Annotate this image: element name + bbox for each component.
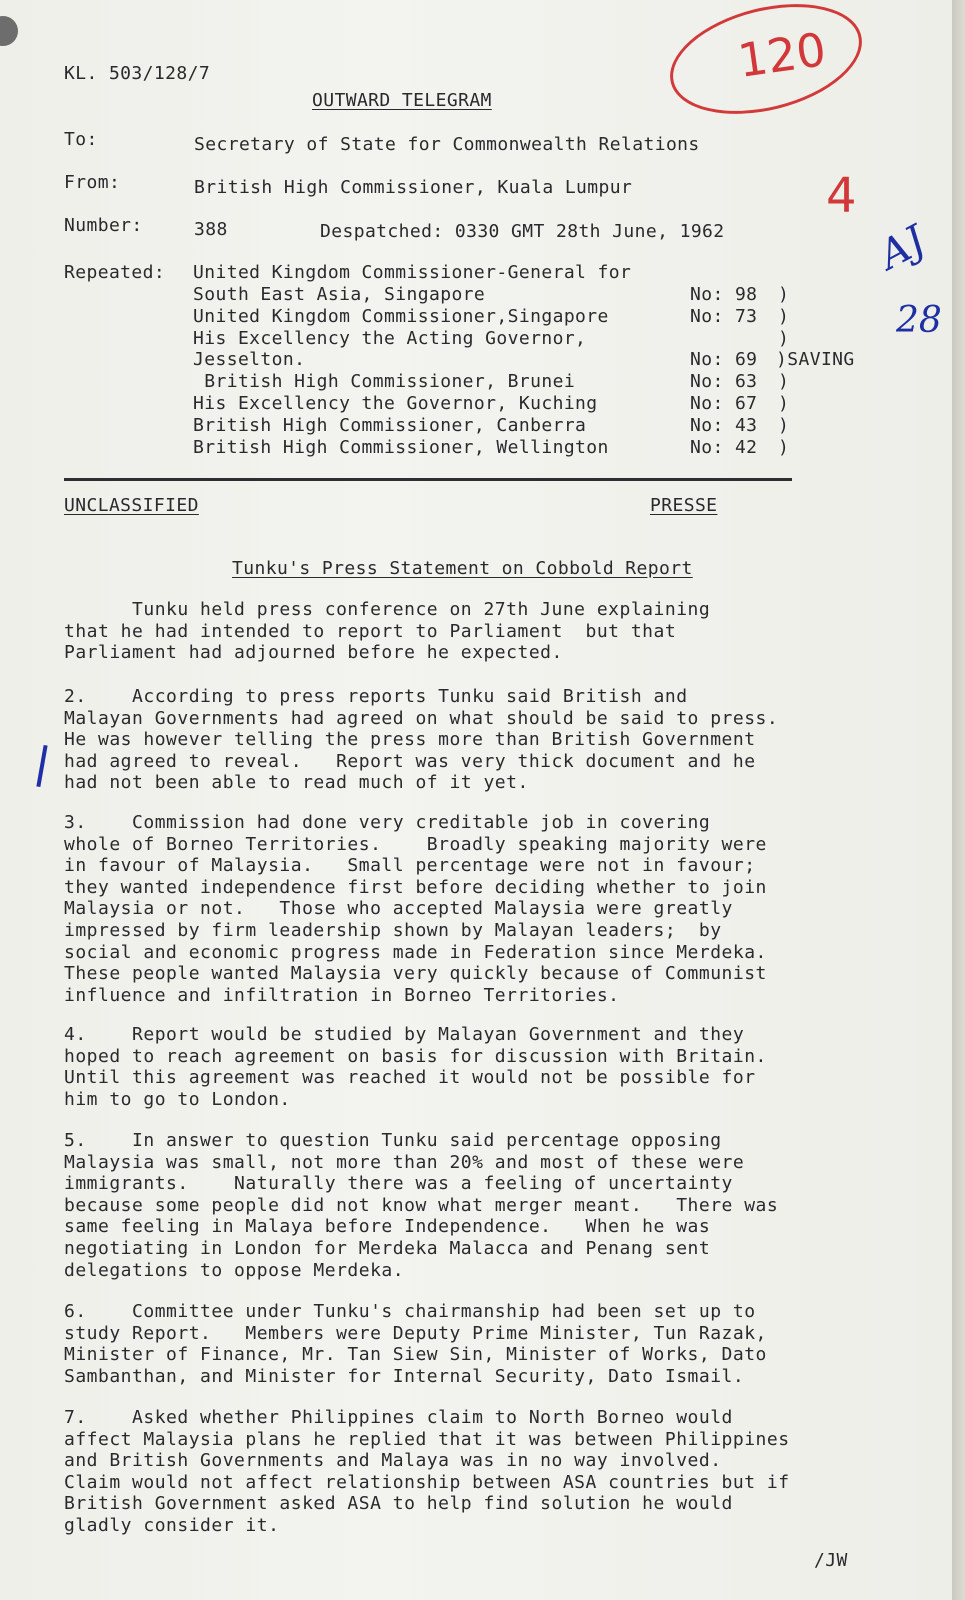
subject-heading: Tunku's Press Statement on Cobbold Report — [232, 558, 693, 579]
repeated-no: No: 67 — [690, 393, 758, 414]
repeated-name: British High Commissioner, Brunei — [193, 371, 576, 392]
repeated-no: No: 73 — [690, 306, 758, 327]
repeated-no: No: 42 — [690, 437, 758, 458]
from-value: British High Commissioner, Kuala Lumpur — [194, 177, 633, 198]
bracket: ) — [778, 393, 790, 414]
repeated-name: British High Commissioner, Canberra — [193, 415, 587, 436]
bracket: ) — [778, 306, 790, 327]
paragraph-3: 3. Commission had done very creditable job in covering whole of Borneo Territories. Broadly speaking majority were in favour of Malaysia. Small percentage were not in favour; they wanted independence first before deciding whether to join Malaysia or not. Those who accepted Malaysia were greatly impressed by firm leadership shown by Malayan leaders; by social and economic progress made in Federation since Merdeka. These people wanted Malaysia very quickly because of Communist influence and infiltration in Borneo Territories. — [64, 812, 767, 1006]
repeated-no: No: 43 — [690, 415, 758, 436]
number-label: Number: — [64, 215, 143, 236]
repeated-no: No: 63 — [690, 371, 758, 392]
repeated-no: No: 69 — [690, 349, 758, 370]
bracket: ) — [778, 284, 790, 305]
reference-number: KL. 503/128/7 — [64, 63, 211, 84]
to-label: To: — [64, 129, 98, 150]
signoff: /JW — [814, 1550, 848, 1571]
repeated-name: His Excellency the Acting Governor, — [193, 328, 587, 349]
blue-initials-annotation: AJ — [871, 217, 934, 279]
red-number-annotation: 120 — [734, 22, 830, 88]
paragraph-6: 6. Committee under Tunku's chairmanship had been set up to study Report. Members were Deputy Prime Minister, Tun Razak, Minister of Finance, Mr. Tan Siew Sin, Minister of Works, Dato Sambanthan, and Minister for Internal Security, Dato Ismail. — [64, 1301, 767, 1387]
from-label: From: — [64, 172, 121, 193]
paragraph-1: Tunku held press conference on 27th June explaining that he had intended to report to Parliament but that Parliament had adjourned before he expected. — [64, 599, 711, 664]
number-value: 388 — [194, 219, 228, 240]
blue-margin-mark — [36, 745, 47, 787]
presse-label: PRESSE — [650, 495, 718, 516]
bracket: ) — [778, 437, 790, 458]
document-title: OUTWARD TELEGRAM — [312, 90, 492, 111]
paragraph-4: 4. Report would be studied by Malayan Government and they hoped to reach agreement on basis for discussion with Britain. Until this agreement was reached it would not be possible for him to go to London. — [64, 1024, 767, 1110]
repeated-no: No: 98 — [690, 284, 758, 305]
bracket: ) — [778, 371, 790, 392]
repeated-name: United Kingdom Commissioner,Singapore — [193, 306, 609, 327]
bracket: ) — [778, 328, 790, 349]
despatched-line: Despatched: 0330 GMT 28th June, 1962 — [320, 221, 725, 242]
classification: UNCLASSIFIED — [64, 495, 199, 516]
repeated-name: Jesselton. — [193, 349, 306, 370]
to-value: Secretary of State for Commonwealth Relations — [194, 134, 700, 155]
divider-rule — [64, 478, 792, 481]
repeated-name: United Kingdom Commissioner-General for — [193, 262, 632, 283]
paragraph-7: 7. Asked whether Philippines claim to North Borneo would affect Malaysia plans he replied that it was between Philippines and British Governments and Malaya was in no way involved. Claim would not affect relationship between ASA countries but if British Government asked ASA to help find solution he would gladly consider it. — [64, 1407, 790, 1536]
punch-hole — [0, 16, 18, 46]
repeated-label: Repeated: — [64, 262, 166, 283]
page-edge — [952, 0, 965, 1600]
blue-number-annotation: 28 — [896, 300, 942, 341]
repeated-name: South East Asia, Singapore — [193, 284, 486, 305]
repeated-name: British High Commissioner, Wellington — [193, 437, 609, 458]
red-mark-annotation: 4 — [826, 168, 857, 224]
repeated-name: His Excellency the Governor, Kuching — [193, 393, 598, 414]
bracket: ) — [778, 415, 790, 436]
saving-label: )SAVING — [776, 349, 855, 370]
paragraph-2: 2. According to press reports Tunku said British and Malayan Governments had agreed on what should be said to press. He was however telling the press more than British Government had agreed to reveal. Report was very thick document and he had not been able to read much of it yet. — [64, 686, 779, 794]
paragraph-5: 5. In answer to question Tunku said percentage opposing Malaysia was small, not more than 20% and most of these were immigrants. Naturally there was a feeling of uncertainty because some people did not know what merger meant. There was same feeling in Malaya before Independence. When he was negotiating in London for Merdeka Malacca and Penang sent delegations to oppose Merdeka. — [64, 1130, 779, 1281]
